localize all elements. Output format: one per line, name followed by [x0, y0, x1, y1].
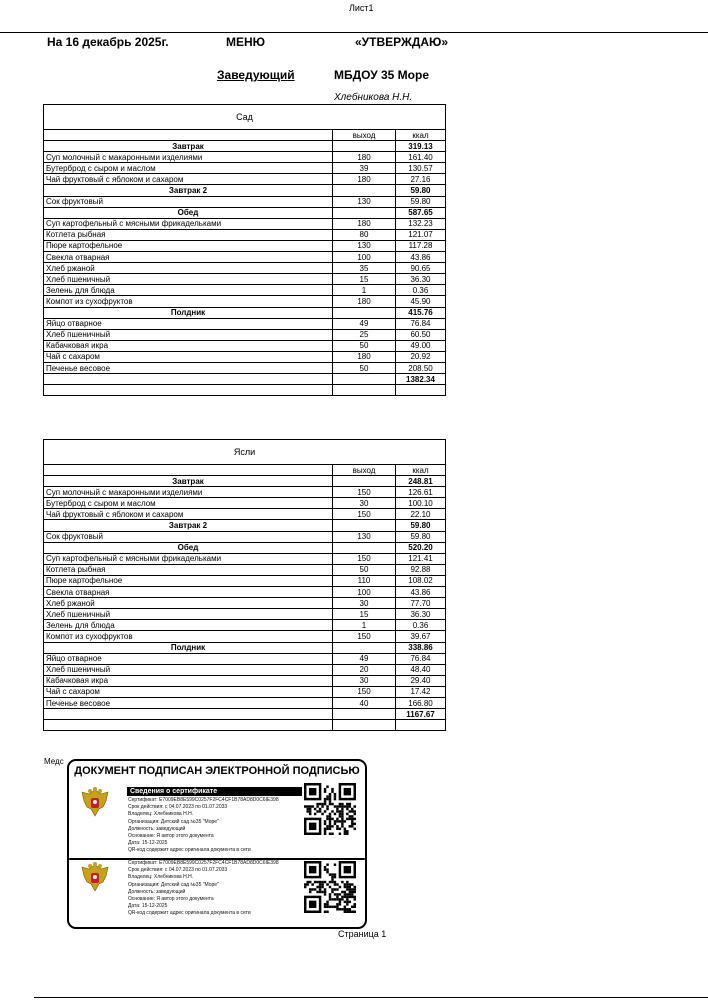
- empty: [44, 385, 333, 396]
- table-row: [44, 152, 446, 163]
- table-row: [44, 362, 446, 373]
- dish-name: Пюре картофельное: [44, 575, 333, 586]
- dish-name: Пюре картофельное: [44, 240, 333, 251]
- certificate-line-copy: Должность: заведующий: [128, 888, 186, 895]
- table-row: [44, 675, 446, 686]
- certificate-line: Сертификат: E7009EB8E599C0257F2FC4CF1B78AD8D0C6IE398: [128, 797, 279, 803]
- certificate-line: Владелец: Хлебникова Н.Н.: [128, 811, 194, 818]
- dish-kcal: 36.30: [396, 274, 446, 285]
- approve-label: «УТВЕРЖДАЮ»: [355, 35, 449, 49]
- certificate-line: Организация: Детский сад №35 "Море": [128, 818, 219, 825]
- dish-kcal: 17.42: [396, 686, 446, 697]
- table-row: [44, 163, 446, 174]
- dish-kcal: 0.36: [396, 620, 446, 631]
- electronic-signature-stamp: [67, 759, 367, 929]
- meal-row: [44, 642, 446, 653]
- dish-out: 30: [333, 598, 396, 609]
- table-row: [44, 631, 446, 642]
- dish-out: 180: [333, 218, 396, 229]
- dish-kcal: 117.28: [396, 240, 446, 251]
- dish-name: Кабачковая икра: [44, 340, 333, 351]
- dish-name: Котлета рыбная: [44, 564, 333, 575]
- dish-name: Суп картофельный с мясными фрикадельками: [44, 218, 333, 229]
- dish-out: 35: [333, 263, 396, 274]
- meal-name: Завтрак 2: [44, 185, 333, 196]
- dish-out: 180: [333, 351, 396, 362]
- dish-name: Хлеб пшеничный: [44, 664, 333, 675]
- dish-out: 30: [333, 675, 396, 686]
- meal-total: 248.81: [396, 476, 446, 487]
- menu-date: На 16 декабрь 2025г.: [47, 35, 169, 49]
- meal-name: Полдник: [44, 642, 333, 653]
- table-row: [44, 329, 446, 340]
- dish-kcal: 43.86: [396, 252, 446, 263]
- total-row: [44, 374, 446, 385]
- meal-row: [44, 520, 446, 531]
- dish-out: 180: [333, 296, 396, 307]
- sheet-label: Лист1: [349, 3, 374, 13]
- certificate-details-copy: [128, 860, 279, 918]
- empty: [44, 720, 333, 731]
- meal-row: [44, 307, 446, 318]
- dish-name: Бутерброд с сыром и маслом: [44, 163, 333, 174]
- meal-name: Обед: [44, 207, 333, 218]
- dish-kcal: 130.57: [396, 163, 446, 174]
- meal-out-empty: [333, 207, 396, 218]
- dish-kcal: 92.88: [396, 564, 446, 575]
- dish-kcal: 121.07: [396, 229, 446, 240]
- dish-out: 130: [333, 240, 396, 251]
- dish-out: 1: [333, 620, 396, 631]
- page-number: Страница 1: [338, 929, 387, 939]
- table-row: [44, 263, 446, 274]
- dish-out: 20: [333, 664, 396, 675]
- dish-name: Хлеб пшеничный: [44, 274, 333, 285]
- dish-name: Бутерброд с сыром и маслом: [44, 498, 333, 509]
- organization-name: МБДОУ 35 Море: [334, 68, 430, 82]
- table-row: [44, 487, 446, 498]
- dish-out: 150: [333, 631, 396, 642]
- meal-name: Завтрак 2: [44, 520, 333, 531]
- dish-out: 49: [333, 653, 396, 664]
- table-row: [44, 498, 446, 509]
- meal-out-empty: [333, 542, 396, 553]
- dish-name: Компот из сухофруктов: [44, 631, 333, 642]
- dish-out: 1: [333, 285, 396, 296]
- dish-kcal: 59.80: [396, 196, 446, 207]
- table-row: [44, 252, 446, 263]
- certificate-line: QR-код содержит адрес оригинала документа в сети: [128, 847, 251, 854]
- certificate-line: Срок действия: с 04.07.2023 по 01.07.2033: [128, 804, 228, 811]
- meal-row: [44, 542, 446, 553]
- meal-total: 587.65: [396, 207, 446, 218]
- meal-total: 520.20: [396, 542, 446, 553]
- meal-out-empty: [333, 476, 396, 487]
- dish-name: Суп молочный с макаронными изделиями: [44, 152, 333, 163]
- table-row: [44, 296, 446, 307]
- menu-title: МЕНЮ: [226, 35, 266, 49]
- table-row: [44, 653, 446, 664]
- table-row: [44, 340, 446, 351]
- dish-kcal: 59.80: [396, 531, 446, 542]
- table-row: [44, 174, 446, 185]
- dish-kcal: 126.61: [396, 487, 446, 498]
- dish-out: 100: [333, 587, 396, 598]
- dish-out: 15: [333, 274, 396, 285]
- dish-kcal: 161.40: [396, 152, 446, 163]
- table-title: Ясли: [44, 440, 446, 465]
- table-row: [44, 598, 446, 609]
- table-row: [44, 587, 446, 598]
- col-header-dish: [44, 130, 333, 141]
- meal-out-empty: [333, 141, 396, 152]
- menu-table-sad: [43, 104, 446, 396]
- menu-table-yasli: [43, 439, 446, 731]
- dish-kcal: 76.84: [396, 318, 446, 329]
- qr-code-icon: [304, 861, 356, 913]
- dish-name: Чай с сахаром: [44, 351, 333, 362]
- total-empty: [44, 709, 333, 720]
- certificate-line-copy: Дата: 15-12-2025: [128, 903, 168, 910]
- dish-kcal: 76.84: [396, 653, 446, 664]
- dish-out: 30: [333, 498, 396, 509]
- empty: [396, 385, 446, 396]
- table-row: [44, 218, 446, 229]
- meal-name: Завтрак: [44, 141, 333, 152]
- dish-name: Котлета рыбная: [44, 229, 333, 240]
- table-row: [44, 620, 446, 631]
- meal-name: Обед: [44, 542, 333, 553]
- certificate-line-copy: Организация: Детский сад №35 "Море": [128, 881, 219, 888]
- col-header-dish: [44, 465, 333, 476]
- dish-name: Печенье весовое: [44, 697, 333, 708]
- dish-kcal: 36.30: [396, 609, 446, 620]
- table-row: [44, 285, 446, 296]
- col-header-kcal: ккал: [396, 130, 446, 141]
- dish-name: Хлеб пшеничный: [44, 609, 333, 620]
- dish-kcal: 60.50: [396, 329, 446, 340]
- dish-kcal: 45.90: [396, 296, 446, 307]
- meal-name: Завтрак: [44, 476, 333, 487]
- dish-kcal: 100.10: [396, 498, 446, 509]
- table-row: [44, 229, 446, 240]
- dish-kcal: 48.40: [396, 664, 446, 675]
- empty: [333, 720, 396, 731]
- dish-kcal: 22.10: [396, 509, 446, 520]
- table-row: [44, 686, 446, 697]
- total-out-empty: [333, 709, 396, 720]
- dish-name: Суп картофельный с мясными фрикадельками: [44, 553, 333, 564]
- certificate-header: Сведения о сертификате: [127, 787, 302, 796]
- dish-name: Чай фруктовый с яблоком и сахаром: [44, 174, 333, 185]
- meal-row: [44, 476, 446, 487]
- meal-out-empty: [333, 642, 396, 653]
- coat-of-arms-icon: [81, 787, 109, 819]
- certificate-line-copy: Срок действия: с 04.07.2023 по 01.07.2033: [128, 867, 228, 874]
- dish-kcal: 132.23: [396, 218, 446, 229]
- table-row: [44, 564, 446, 575]
- title-row: [44, 440, 446, 465]
- dish-kcal: 43.86: [396, 587, 446, 598]
- dish-out: 130: [333, 531, 396, 542]
- dish-out: 100: [333, 252, 396, 263]
- coat-of-arms-icon: [81, 862, 109, 894]
- approver-name: Хлебникова Н.Н.: [334, 92, 413, 103]
- dish-kcal: 166.80: [396, 697, 446, 708]
- dish-out: 110: [333, 575, 396, 586]
- dish-kcal: 208.50: [396, 362, 446, 373]
- total-out-empty: [333, 374, 396, 385]
- meal-total: 338.86: [396, 642, 446, 653]
- stamp-title: ДОКУМЕНТ ПОДПИСАН ЭЛЕКТРОННОЙ ПОДПИСЬЮ: [74, 765, 360, 777]
- dish-name: Печенье весовое: [44, 362, 333, 373]
- dish-kcal: 90.65: [396, 263, 446, 274]
- dish-name: Суп молочный с макаронными изделиями: [44, 487, 333, 498]
- dish-name: Хлеб ржаной: [44, 263, 333, 274]
- dish-name: Кабачковая икра: [44, 675, 333, 686]
- meal-total: 415.76: [396, 307, 446, 318]
- certificate-line: Дата: 15-12-2025: [128, 840, 168, 847]
- certificate-line: Основание: Я автор этого документа: [128, 833, 214, 840]
- meal-name: Полдник: [44, 307, 333, 318]
- empty: [396, 720, 446, 731]
- dish-name: Яйцо отварное: [44, 653, 333, 664]
- dish-name: Зелень для блюда: [44, 620, 333, 631]
- dish-kcal: 29.40: [396, 675, 446, 686]
- certificate-line: Должность: заведующий: [128, 825, 186, 832]
- total-row: [44, 709, 446, 720]
- dish-name: Яйцо отварное: [44, 318, 333, 329]
- dish-name: Зелень для блюда: [44, 285, 333, 296]
- meal-total: 59.80: [396, 520, 446, 531]
- dish-out: 25: [333, 329, 396, 340]
- dish-out: 50: [333, 564, 396, 575]
- dish-kcal: 0.36: [396, 285, 446, 296]
- table-row: [44, 531, 446, 542]
- table-row: [44, 575, 446, 586]
- blank-row: [44, 720, 446, 731]
- certificate-line-copy: Владелец: Хлебникова Н.Н.: [128, 874, 194, 881]
- dish-out: 130: [333, 196, 396, 207]
- dish-kcal: 121.41: [396, 553, 446, 564]
- table-row: [44, 351, 446, 362]
- meal-row: [44, 141, 446, 152]
- meal-out-empty: [333, 185, 396, 196]
- approver-position: Заведующий: [217, 68, 295, 82]
- dish-kcal: 49.00: [396, 340, 446, 351]
- dish-name: Свекла отварная: [44, 252, 333, 263]
- dish-name: Компот из сухофруктов: [44, 296, 333, 307]
- certificate-details: [128, 797, 279, 855]
- dish-out: 150: [333, 509, 396, 520]
- meal-out-empty: [333, 307, 396, 318]
- dish-kcal: 108.02: [396, 575, 446, 586]
- dish-out: 39: [333, 163, 396, 174]
- dish-out: 40: [333, 697, 396, 708]
- dish-name: Сок фруктовый: [44, 196, 333, 207]
- header-row: [44, 465, 446, 476]
- blank-row: [44, 385, 446, 396]
- dish-out: 50: [333, 340, 396, 351]
- col-header-out: выход: [333, 465, 396, 476]
- grand-total: 1382.34: [396, 374, 446, 385]
- dish-out: 49: [333, 318, 396, 329]
- dish-out: 150: [333, 553, 396, 564]
- table-row: [44, 697, 446, 708]
- certificate-line-copy: Сертификат: E7009EB8E599C0257F2FC4CF1B78AD8D0C6IE398: [128, 860, 279, 866]
- dish-kcal: 20.92: [396, 351, 446, 362]
- dish-out: 50: [333, 362, 396, 373]
- empty: [333, 385, 396, 396]
- certificate-line-copy: Основание: Я автор этого документа: [128, 896, 214, 903]
- dish-out: 150: [333, 487, 396, 498]
- meal-row: [44, 207, 446, 218]
- dish-kcal: 39.67: [396, 631, 446, 642]
- dish-name: Хлеб ржаной: [44, 598, 333, 609]
- dish-kcal: 77.70: [396, 598, 446, 609]
- dish-name: Сок фруктовый: [44, 531, 333, 542]
- table-row: [44, 664, 446, 675]
- col-header-out: выход: [333, 130, 396, 141]
- dish-kcal: 27.16: [396, 174, 446, 185]
- dish-name: Чай с сахаром: [44, 686, 333, 697]
- table-row: [44, 609, 446, 620]
- certificate-line-copy: QR-код содержит адрес оригинала документа в сети: [128, 910, 251, 917]
- table-row: [44, 240, 446, 251]
- dish-name: Свекла отварная: [44, 587, 333, 598]
- meal-row: [44, 185, 446, 196]
- bottom-divider: [34, 997, 708, 998]
- top-divider: [0, 32, 708, 33]
- dish-out: 180: [333, 174, 396, 185]
- meal-total: 319.13: [396, 141, 446, 152]
- dish-out: 80: [333, 229, 396, 240]
- title-row: [44, 105, 446, 130]
- header-row: [44, 130, 446, 141]
- dish-out: 180: [333, 152, 396, 163]
- col-header-kcal: ккал: [396, 465, 446, 476]
- table-row: [44, 318, 446, 329]
- meal-total: 59.80: [396, 185, 446, 196]
- dish-out: 15: [333, 609, 396, 620]
- table-row: [44, 509, 446, 520]
- table-row: [44, 553, 446, 564]
- medical-signature-label: Медс: [44, 757, 64, 766]
- dish-out: 150: [333, 686, 396, 697]
- meal-out-empty: [333, 520, 396, 531]
- dish-name: Чай фруктовый с яблоком и сахаром: [44, 509, 333, 520]
- qr-code-icon: [304, 783, 356, 835]
- total-empty: [44, 374, 333, 385]
- table-row: [44, 196, 446, 207]
- table-title: Сад: [44, 105, 446, 130]
- dish-name: Хлеб пшеничный: [44, 329, 333, 340]
- grand-total: 1167.67: [396, 709, 446, 720]
- table-row: [44, 274, 446, 285]
